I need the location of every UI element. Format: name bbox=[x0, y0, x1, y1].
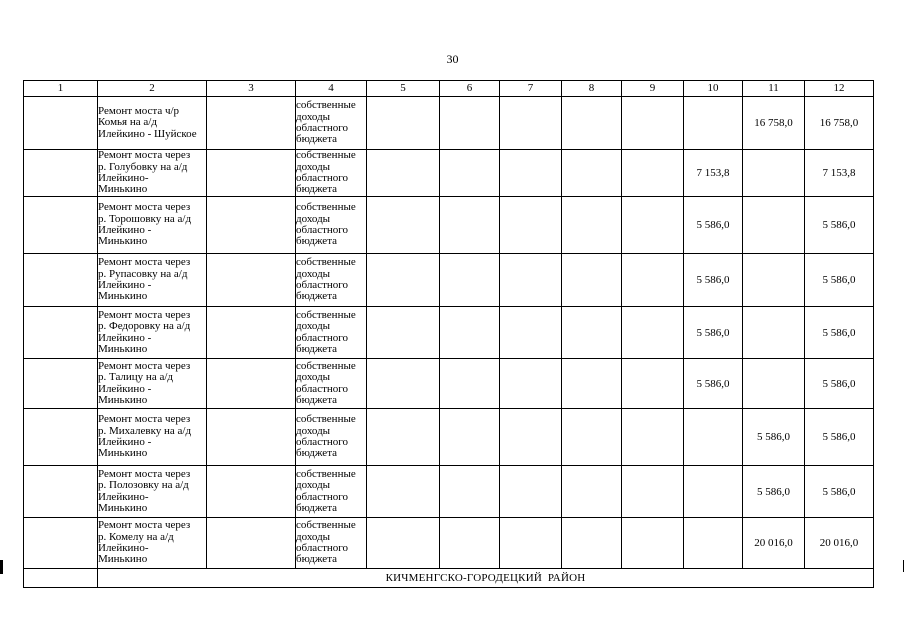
table-row bbox=[24, 97, 874, 150]
section-title: КИЧМЕНГСКО-ГОРОДЕЦКИЙ РАЙОН bbox=[98, 569, 874, 588]
section-row bbox=[24, 569, 874, 588]
table-row bbox=[24, 466, 874, 518]
value-col12: 5 586,0 bbox=[805, 254, 874, 307]
value-col12: 5 586,0 bbox=[805, 466, 874, 518]
scan-edge-mark-left bbox=[0, 560, 3, 574]
project-name: Ремонт моста через р. Комелу на а/д Илейкино- Минькино bbox=[98, 518, 207, 569]
table-row bbox=[24, 307, 874, 359]
value-col11 bbox=[743, 197, 805, 254]
project-name: Ремонт моста через р. Талицу на а/д Илейкино - Минькино bbox=[98, 359, 207, 409]
project-name: Ремонт моста через р. Торошовку на а/д Илейкино - Минькино bbox=[98, 197, 207, 254]
table-row bbox=[24, 197, 874, 254]
column-header-3: 3 bbox=[207, 81, 296, 97]
column-header-9: 9 bbox=[622, 81, 684, 97]
value-col10: 5 586,0 bbox=[684, 254, 743, 307]
funding-source: собственные доходы областного бюджета bbox=[296, 307, 367, 359]
column-header-11: 11 bbox=[743, 81, 805, 97]
value-col11: 5 586,0 bbox=[743, 409, 805, 466]
value-col11: 20 016,0 bbox=[743, 518, 805, 569]
value-col11: 16 758,0 bbox=[743, 97, 805, 150]
project-name: Ремонт моста через р. Рупасовку на а/д Илейкино - Минькино bbox=[98, 254, 207, 307]
value-col12: 20 016,0 bbox=[805, 518, 874, 569]
table-row bbox=[24, 409, 874, 466]
scan-edge-mark-right bbox=[903, 560, 904, 572]
value-col12: 7 153,8 bbox=[805, 150, 874, 197]
funding-source: собственные доходы областного бюджета bbox=[296, 409, 367, 466]
column-header-8: 8 bbox=[562, 81, 622, 97]
value-col11 bbox=[743, 150, 805, 197]
value-col10 bbox=[684, 97, 743, 150]
table-row bbox=[24, 254, 874, 307]
value-col11 bbox=[743, 307, 805, 359]
value-col12: 5 586,0 bbox=[805, 197, 874, 254]
value-col10: 5 586,0 bbox=[684, 307, 743, 359]
value-col10 bbox=[684, 409, 743, 466]
funding-source: собственные доходы областного бюджета bbox=[296, 359, 367, 409]
column-header-7: 7 bbox=[500, 81, 562, 97]
value-col11 bbox=[743, 359, 805, 409]
value-col10 bbox=[684, 466, 743, 518]
table-row bbox=[24, 518, 874, 569]
value-col11 bbox=[743, 254, 805, 307]
funding-source: собственные доходы областного бюджета bbox=[296, 97, 367, 150]
column-header-1: 1 bbox=[24, 81, 98, 97]
project-name: Ремонт моста через р. Михалевку на а/д Илейкино - Минькино bbox=[98, 409, 207, 466]
funding-source: собственные доходы областного бюджета bbox=[296, 150, 367, 197]
value-col10: 7 153,8 bbox=[684, 150, 743, 197]
value-col12: 16 758,0 bbox=[805, 97, 874, 150]
funding-source: собственные доходы областного бюджета bbox=[296, 466, 367, 518]
project-name: Ремонт моста через р. Федоровку на а/д Илейкино - Минькино bbox=[98, 307, 207, 359]
funding-source: собственные доходы областного бюджета bbox=[296, 518, 367, 569]
column-header-10: 10 bbox=[684, 81, 743, 97]
project-name: Ремонт моста ч/р Комья на а/д Илейкино - Шуйское bbox=[98, 97, 207, 150]
budget-table bbox=[23, 80, 874, 588]
column-header-2: 2 bbox=[98, 81, 207, 97]
column-header-12: 12 bbox=[805, 81, 874, 97]
value-col12: 5 586,0 bbox=[805, 409, 874, 466]
funding-source: собственные доходы областного бюджета bbox=[296, 197, 367, 254]
table-row bbox=[24, 150, 874, 197]
column-number-row bbox=[24, 81, 874, 97]
value-col12: 5 586,0 bbox=[805, 307, 874, 359]
column-header-4: 4 bbox=[296, 81, 367, 97]
project-name: Ремонт моста через р. Голубовку на а/д Илейкино- Минькино bbox=[98, 150, 207, 197]
value-col10: 5 586,0 bbox=[684, 359, 743, 409]
value-col10 bbox=[684, 518, 743, 569]
project-name: Ремонт моста через р. Полозовку на а/д Илейкино- Минькино bbox=[98, 466, 207, 518]
funding-source: собственные доходы областного бюджета bbox=[296, 254, 367, 307]
table-row bbox=[24, 359, 874, 409]
page-number: 30 bbox=[446, 52, 459, 66]
column-header-5: 5 bbox=[367, 81, 440, 97]
value-col11: 5 586,0 bbox=[743, 466, 805, 518]
value-col10: 5 586,0 bbox=[684, 197, 743, 254]
column-header-6: 6 bbox=[440, 81, 500, 97]
value-col12: 5 586,0 bbox=[805, 359, 874, 409]
